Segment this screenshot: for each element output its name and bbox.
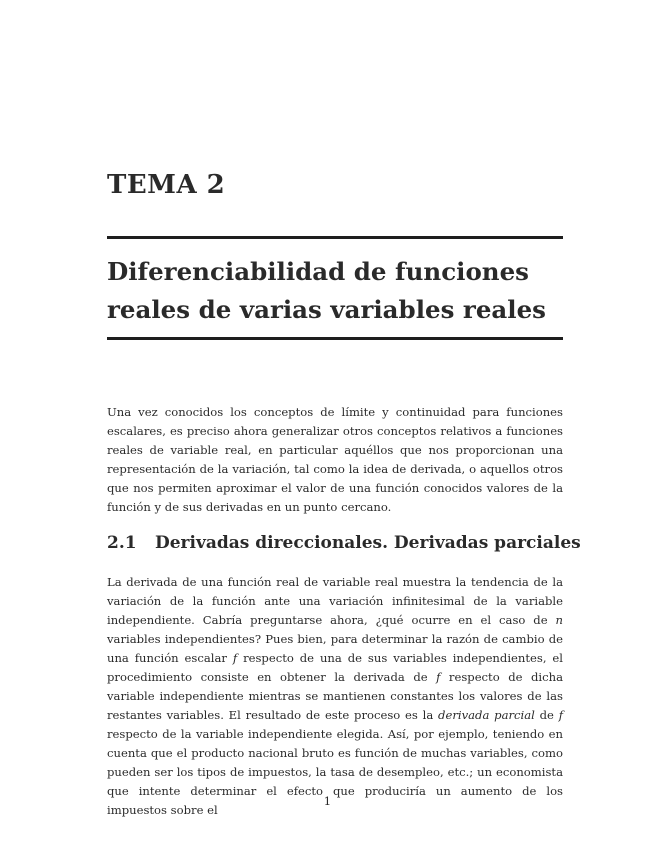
math-variable-f: f (436, 670, 441, 684)
paragraph-text: respecto de dicha variable independiente mientras se mantienen constantes los valores de las restantes variables. El resultado de este proceso es la (107, 670, 563, 722)
chapter-title (107, 253, 563, 329)
section-heading (107, 533, 581, 553)
paragraph-text: de (534, 708, 559, 722)
chapter-title-line-2: reales de varias variables reales (107, 295, 546, 324)
paragraph-text: respecto de la variable independiente elegida. Así, por ejemplo, teniendo en cuenta que el producto nacional bruto es función de muchas variables, como pueden ser los tipos de impuestos, la tasa de desempleo, etc.; un economista que intente determinar el efecto que produciría un aumento de los impuestos sobre el (107, 727, 563, 817)
title-bottom-rule (107, 337, 563, 340)
chapter-label: TEMA 2 (107, 170, 226, 200)
math-variable-f: f (558, 708, 563, 722)
intro-paragraph: Una vez conocidos los conceptos de límite y continuidad para funciones escalares, es preciso ahora generalizar otros conceptos relativos a funciones reales de variable real, en particular aquéllos que nos proporcionan una representación de la variación, tal como la idea de derivada, o aquellos otros que nos permiten aproximar el valor de una función conocidos valores de la función y de sus derivadas en un punto cercano. (107, 405, 563, 514)
chapter-title-line-1: Diferenciabilidad de funciones (107, 257, 529, 286)
section-paragraph (107, 573, 563, 820)
paragraph-text: La derivada de una función real de variable real muestra la tendencia de la variación de la función ante una variación infinitesimal de la variable independiente. Cabría preguntarse ahora, ¿qué ocurre en el caso de (107, 575, 563, 627)
section-title: Derivadas direccionales. Derivadas parciales (155, 533, 581, 553)
emphasized-term: derivada parcial (438, 708, 535, 722)
paragraph-text: respecto de una de sus variables independientes, el procedimiento consiste en obtener la derivada de (107, 651, 564, 684)
title-top-rule (107, 236, 563, 239)
paragraph-text: variables independientes? Pues bien, para determinar la razón de cambio de una función escalar (107, 632, 563, 665)
math-variable-n: n (555, 613, 563, 627)
section-number: 2.1 (107, 533, 137, 553)
math-variable-f: f (232, 651, 238, 665)
page-number: 1 (323, 794, 332, 808)
